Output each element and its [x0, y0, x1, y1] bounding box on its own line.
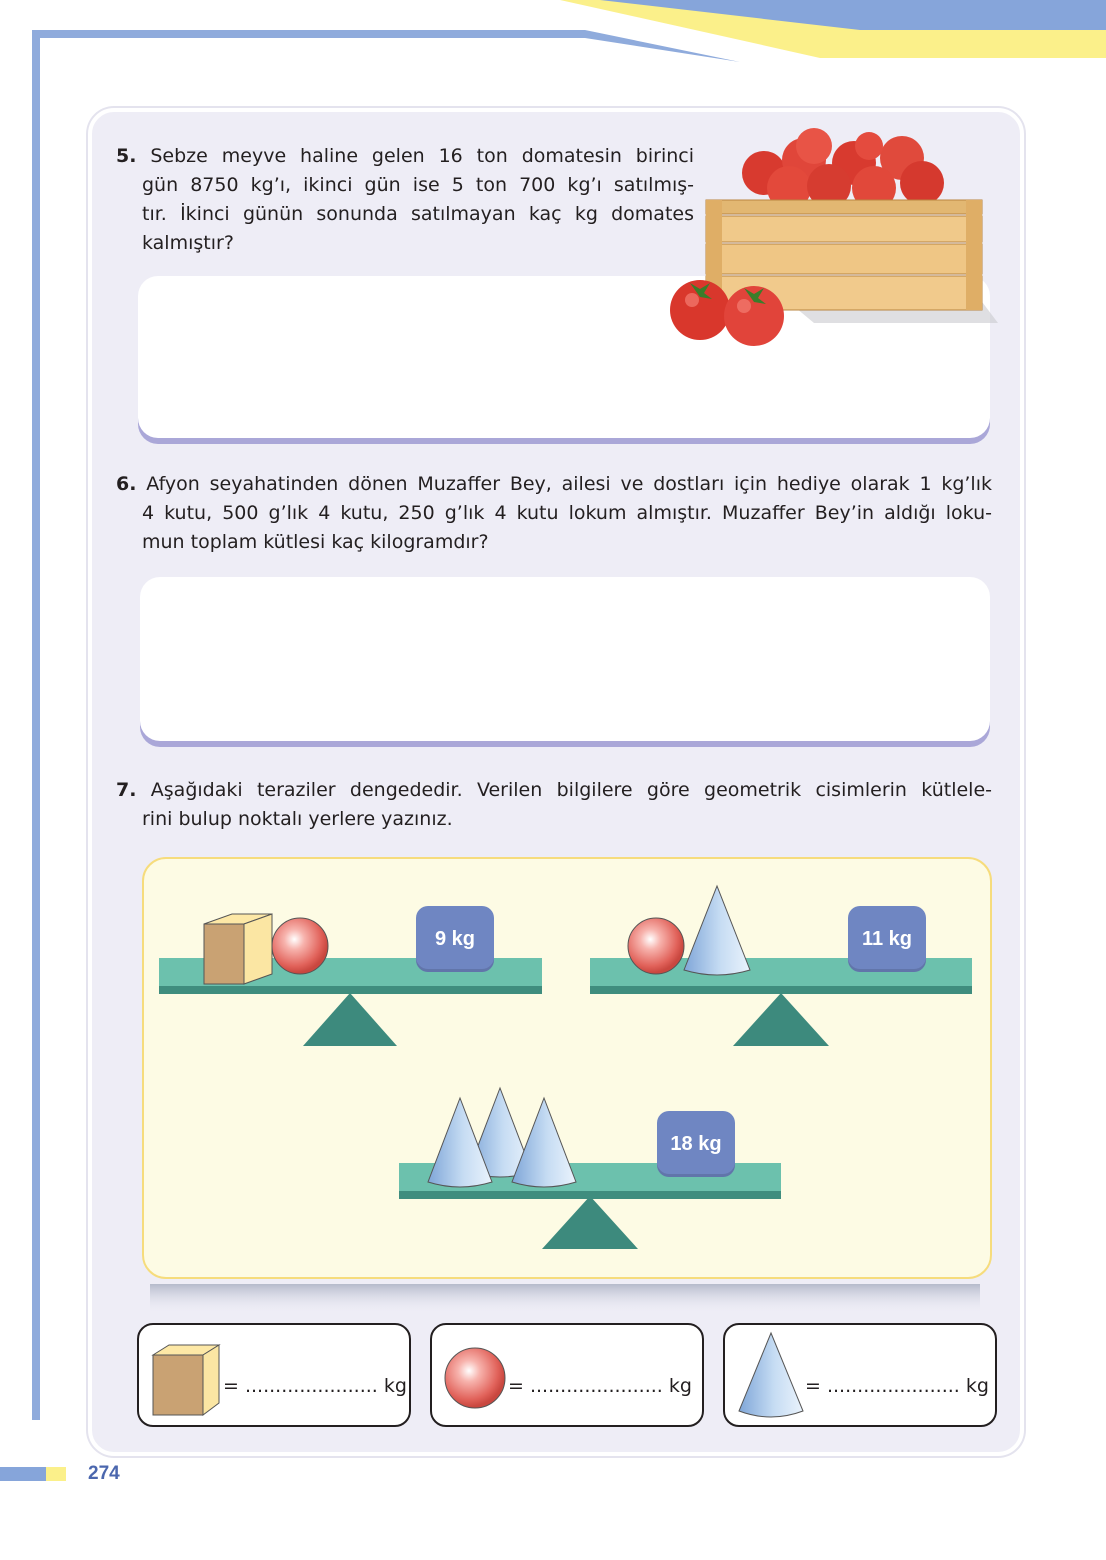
question-line: tır. İkinci günün sonunda satılmayan kaç kg domates — [142, 203, 694, 225]
page-number: 274 — [88, 1463, 120, 1484]
sphere-icon — [628, 918, 684, 974]
answer-blank[interactable]: = ...................... kg — [805, 1375, 989, 1397]
question-line: Aşağıdaki teraziler dengededir. Verilen bilgilere göre geometrik cisimlerin kütlele- — [150, 779, 992, 801]
question-line: mun toplam kütlesi kaç kilogramdır? — [142, 531, 489, 553]
question-line: 4 kutu, 500 g’lık 4 kutu, 250 g’lık 4 kutu lokum almıştır. Muzaffer Bey’in aldığı loku- — [142, 502, 992, 524]
cube-icon — [147, 1341, 223, 1417]
question-number: 6. — [116, 473, 137, 495]
question-line: rini bulup noktalı yerlere yazınız. — [142, 808, 453, 830]
cone-icon — [684, 886, 750, 975]
weight-block — [416, 906, 494, 972]
answer-blank[interactable]: = ...................... kg — [223, 1375, 407, 1397]
answer-box-cone — [723, 1323, 997, 1427]
question-line: gün 8750 kg’ı, ikinci gün ise 5 ton 700 kg’ı satılmış- — [142, 174, 694, 196]
shadow-strip — [150, 1284, 980, 1314]
cone-icon — [512, 1098, 576, 1187]
sphere-icon — [440, 1343, 510, 1413]
weight-block — [848, 906, 926, 972]
question-line: Sebze meyve haline gelen 16 ton domatesin birinci — [150, 145, 695, 167]
weight-block — [657, 1111, 735, 1177]
question-line: Afyon seyahatinden dönen Muzaffer Bey, ailesi ve dostları için hediye olarak 1 kg’lık — [146, 473, 992, 495]
answer-box-cube — [137, 1323, 411, 1427]
sphere-icon — [272, 918, 328, 974]
question-number: 7. — [116, 779, 137, 801]
cube-icon — [204, 914, 272, 984]
weight-label: 11 kg — [861, 927, 913, 950]
answer-box-sphere — [430, 1323, 704, 1427]
question-number: 5. — [116, 145, 137, 167]
answer-blank[interactable]: = ...................... kg — [508, 1375, 692, 1397]
cone-icon — [735, 1331, 805, 1421]
question-line: kalmıştır? — [142, 232, 234, 254]
weight-label: 18 kg — [670, 1132, 722, 1155]
weight-label: 9 kg — [434, 927, 476, 950]
